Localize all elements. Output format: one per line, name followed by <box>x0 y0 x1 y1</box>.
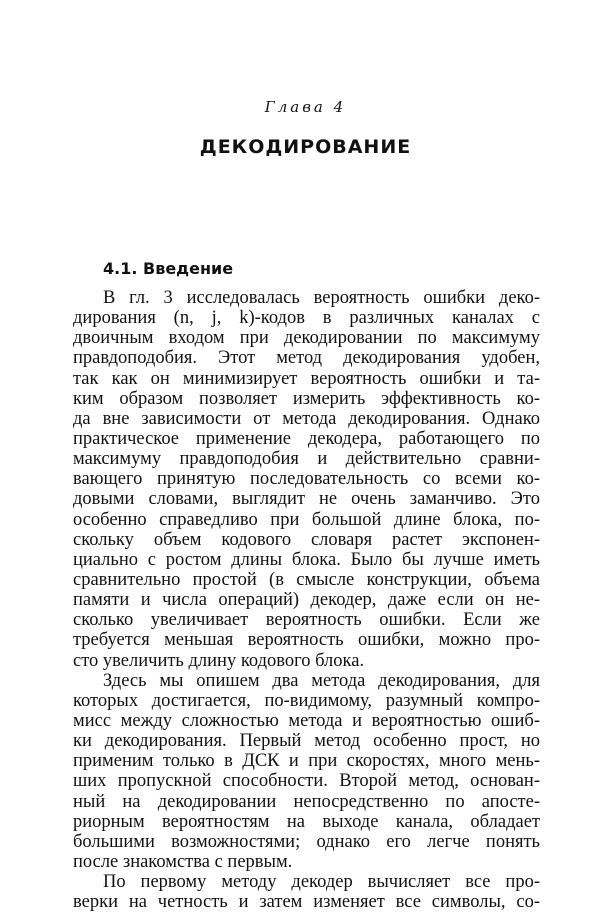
text-line: В гл. 3 исследовалась вероятность ошибки деко- <box>103 288 540 308</box>
text-line: большими возможностями; однако его легче понять <box>73 831 540 852</box>
chapter-title: ДЕКОДИРОВАНИЕ <box>199 136 412 158</box>
text-line: Здесь мы опишем два метода декодирования, для <box>103 670 540 691</box>
text-line: По первому методу декодер вычисляет все про- <box>103 872 540 893</box>
text-line: циально с ростом длины блока. Было бы лучше иметь <box>73 549 540 570</box>
text-line: памяти и числа операций) декодер, даже если он не- <box>73 590 540 611</box>
text-line: верки на четность и затем изменяет все символы, со- <box>73 892 540 912</box>
text-line: после знакомства с первым. <box>73 851 293 872</box>
text-line: требуется меньшая вероятность ошибки, можно про- <box>73 630 540 651</box>
section-heading: 4.1. Введение <box>103 259 234 278</box>
text-line: особенно справедливо при большой длине блока, по- <box>73 509 540 530</box>
text-line: ки декодирования. Первый метод особенно прост, но <box>73 731 540 752</box>
text-line: дирования (n, j, k)-кодов в различных каналах с <box>73 308 540 329</box>
text-line: мисс между сложностью метода и вероятностью ошиб- <box>73 710 540 731</box>
chapter-label: Глава 4 <box>264 98 347 116</box>
text-line: так как он минимизирует вероятность ошибки и та- <box>73 368 540 389</box>
text-line: риорным вероятностям на выходе канала, обладает <box>73 811 540 832</box>
text-line: ный на декодировании непосредственно по апостe- <box>73 791 540 812</box>
text-line: сколько увеличивает вероятность ошибки. Если же <box>73 610 540 631</box>
text-line: довыми словами, выглядит не очень заманчиво. Это <box>73 489 540 510</box>
text-line: правдоподобия. Этот метод декодирования удобен, <box>73 348 540 369</box>
text-line: которых достигается, по-видимому, разумный компро- <box>73 690 540 711</box>
text-line: двоичным входом при декодировании по максимуму <box>73 328 540 349</box>
text-line: сравнительно простой (в смысле конструкции, объема <box>73 569 540 590</box>
text-line: ших пропускной способности. Второй метод, основан- <box>73 771 540 792</box>
text-line: практическое применение декодера, работающего по <box>73 428 540 449</box>
text-line: сто увеличить длину кодового блока. <box>73 650 365 671</box>
text-line: максимуму правдоподобия и действительно сравни- <box>73 449 540 470</box>
body-text <box>73 288 540 912</box>
text-line: да вне зависимости от метода декодирования. Однако <box>73 408 540 429</box>
text-line: применим только в ДСК и при скоростях, много мень- <box>73 751 540 772</box>
text-line: ким образом позволяет измерить эффективность ко- <box>73 388 540 409</box>
text-line: скольку объем кодового словаря растет экспонен- <box>73 529 540 550</box>
text-line: вающего принятую последовательность со всеми ко- <box>73 469 540 490</box>
